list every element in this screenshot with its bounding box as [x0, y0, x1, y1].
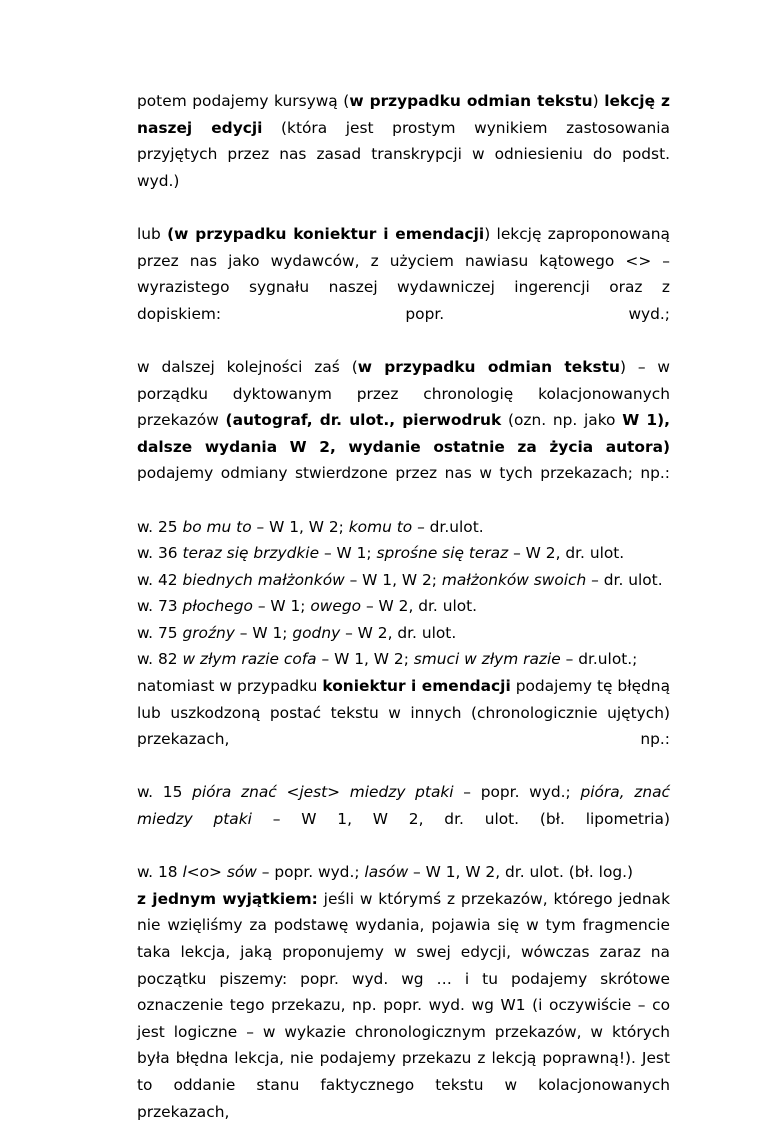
text-segment: w. 42	[137, 570, 183, 589]
text-segment: – W 1, W 2, dr. ulot. (bł. lipometria)	[251, 810, 670, 829]
italic-text-segment: małżonków swoich	[441, 570, 587, 589]
text-segment: – dr. ulot.	[586, 570, 663, 589]
text-segment: – W 1;	[252, 597, 311, 616]
italic-text-segment: godny	[292, 623, 341, 642]
bold-text-segment: (w przypadku koniektur i emendacji	[167, 224, 485, 243]
example-line-w82	[137, 646, 670, 673]
italic-text-segment: płochego	[182, 597, 253, 616]
text-segment: w. 36	[137, 544, 183, 563]
text-segment: lub	[137, 224, 168, 243]
text-segment: w. 15	[137, 783, 193, 802]
bold-text-segment: koniektur i emendacji	[322, 677, 511, 696]
text-segment: podajemy odmiany stwierdzone przez nas w tych przekazach; np.:	[137, 464, 670, 483]
italic-text-segment: biednych małżonków	[182, 570, 345, 589]
text-segment: – W 1, W 2;	[316, 650, 414, 669]
paragraph-conjecture-rule	[137, 221, 670, 354]
example-line-w75	[137, 620, 670, 647]
italic-text-segment: groźny	[182, 623, 235, 642]
bold-text-segment: (autograf, dr. ulot., pierwodruk	[225, 411, 502, 430]
example-line-w36	[137, 540, 670, 567]
text-segment: – W 1, W 2;	[344, 570, 442, 589]
text-segment: – popr. wyd.;	[453, 783, 581, 802]
example-line-w42	[137, 567, 670, 594]
text-segment: )	[592, 92, 605, 110]
text-segment: w dalszej kolejności zaś (	[137, 357, 358, 376]
text-segment: w. 75	[137, 623, 183, 642]
example-line-w25	[137, 514, 670, 541]
text-segment: w. 18	[137, 863, 183, 882]
text-segment: – W 1, W 2, dr. ulot. (bł. log.)	[408, 863, 634, 882]
paragraph-exception	[137, 886, 670, 1125]
text-segment: jeśli w którymś z przekazów, którego jednak nie wzięliśmy za podstawę wydania, pojawia się w tym fragmencie taka lekcja, jaką proponujemy w swej edycji, wówczas zaraz na początku piszemy: popr. wyd. wg … i tu podajemy skrótowe oznaczenie tego przekazu, np. popr. wyd. wg W1 (i oczywiście – co jest logiczne – w wykazie chronologicznym przekazów, w których była błędna lekcja, nie podajemy przekazu z lekcją poprawną!). Jest to oddanie stanu faktycznego tekstu w kolacjonowanych przekazach,	[137, 889, 670, 1121]
bold-text-segment: w przypadku odmian tekstu	[349, 92, 593, 110]
example-line-w18	[137, 859, 670, 886]
paragraph-variants-order	[137, 354, 670, 514]
paragraph-lemma-rule	[137, 88, 670, 221]
text-segment: w. 82	[137, 650, 183, 669]
text-segment: – W 2, dr. ulot.	[508, 544, 625, 563]
text-segment: – dr.ulot.;	[560, 650, 638, 669]
text-segment: w. 73	[137, 597, 183, 616]
italic-text-segment: teraz się brzydkie	[182, 544, 320, 563]
bold-text-segment: w przypadku odmian tekstu	[357, 357, 620, 376]
italic-text-segment: komu to	[348, 517, 413, 536]
text-segment: ) – w porządku dyktowanym przez chronologię kolacjonowanych przekazów	[137, 357, 670, 430]
italic-text-segment: bo mu to	[182, 517, 252, 536]
italic-text-segment: sprośne się teraz	[376, 544, 509, 563]
text-segment: (ozn. np. jako	[501, 411, 623, 430]
text-segment: podajemy tę błędną lub uszkodzoną postać tekstu w innych (chronologicznie ujętych) przekazach, np.:	[137, 677, 670, 749]
text-segment: – W 1;	[234, 623, 293, 642]
text-segment: – W 1, W 2;	[251, 517, 349, 536]
document-body	[137, 88, 670, 1125]
text-segment: – dr.ulot.	[412, 517, 484, 536]
paragraph-erroneous-form	[137, 673, 670, 779]
text-segment: – W 1;	[319, 544, 377, 563]
bold-text-segment: z jednym wyjątkiem:	[137, 889, 318, 908]
italic-text-segment: pióra znać <jest> miedzy ptaki	[192, 783, 454, 802]
italic-text-segment: owego	[310, 597, 362, 616]
example-line-w73	[137, 593, 670, 620]
text-segment: w. 25	[137, 517, 183, 536]
italic-text-segment: pióra, znać miedzy ptaki	[137, 783, 671, 829]
text-segment: natomiast w przypadku	[137, 677, 323, 696]
italic-text-segment: w złym razie cofa	[182, 650, 317, 669]
text-segment: – W 2, dr. ulot.	[340, 623, 457, 642]
bold-text-segment: lekcję z naszej edycji	[137, 92, 671, 137]
example-line-w15	[137, 779, 670, 859]
bold-text-segment: W 1), dalsze wydania W 2, wydanie ostatnie za życia autora)	[137, 411, 670, 456]
text-segment: – W 2, dr. ulot.	[361, 597, 478, 616]
italic-text-segment: lasów	[364, 863, 409, 882]
text-segment: – popr. wyd.;	[256, 863, 365, 882]
text-segment: ) lekcję zaproponowaną przez nas jako wydawców, z użyciem nawiasu kątowego <> – wyrazistego sygnału naszej wydawniczej ingerencji oraz z dopiskiem: popr. wyd.;	[137, 224, 670, 323]
italic-text-segment: l<o> sów	[182, 863, 257, 882]
italic-text-segment: smuci w złym razie	[413, 650, 561, 669]
text-segment: (która jest prostym wynikiem zastosowania przyjętych przez nas zasad transkrypcji w odniesieniu do podst. wyd.)	[137, 118, 670, 190]
text-segment: potem podajemy kursywą (	[137, 92, 350, 110]
